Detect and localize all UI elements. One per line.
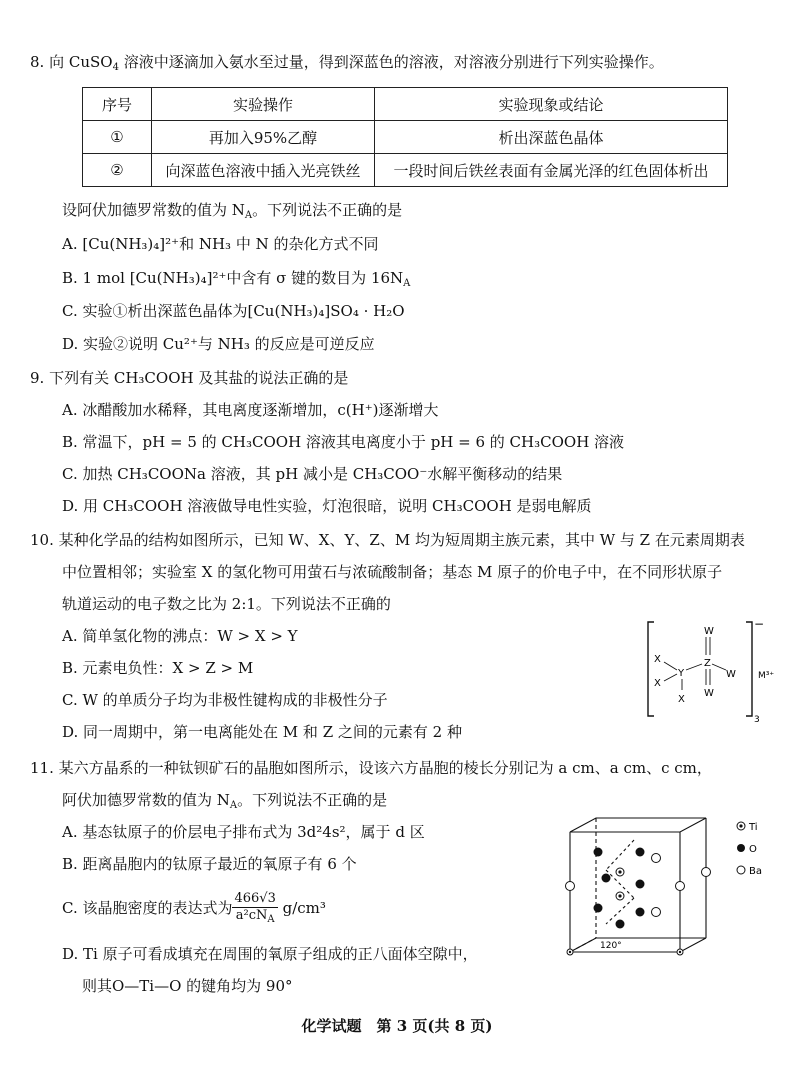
q10-option-a: A. 简单氢化物的沸点：W > X > Y [62,627,298,645]
angle-label: 120° [600,941,622,951]
legend-ba: Ba [749,866,762,877]
q9-stem: 9. 下列有关 CH₃COOH 及其盐的说法正确的是 [30,369,349,387]
q10-stem-line1: 10. 某种化学品的结构如图所示，已知 W、X、Y、Z、M 均为短周期主族元素，其中 W 与 Z 在元素周期表 [30,531,745,549]
atom-w-right: W [726,669,736,680]
q11-option-c: C. 该晶胞密度的表达式为 $\frac{466√3}{a^2cN_A}$ g/cm³ [62,888,326,928]
table-cell: 向深蓝色溶液中插入光亮铁丝 [152,154,375,187]
atom-z: Z [704,658,711,669]
q10-structure-diagram [640,618,780,724]
atom-y: Y [678,668,685,679]
atom-x-bottom: X [678,694,685,705]
atom-w-bottom: W [704,688,714,699]
density-fraction: $\frac{466√3}{a^2cN_A}$ [234,890,276,925]
legend-o: O [749,844,757,855]
q9-option-a: A. 冰醋酸加水稀释，其电离度逐渐增加，c(H⁺)逐渐增大 [62,401,439,419]
q8-option-c: C. 实验①析出深蓝色晶体为[Cu(NH₃)₄]SO₄ · H₂O [62,302,405,320]
table-header-cell: 序号 [83,88,152,121]
table-cell: ① [83,121,152,154]
q11-stem-line1: 11. 某六方晶系的一种钛钡矿石的晶胞如图所示，设该六方晶胞的棱长分别记为 a cm、a cm、c cm， [30,759,712,777]
atom-x-lower: X [654,678,661,689]
table-cell: 再加入95%乙醇 [152,121,375,154]
page-footer: 化学试题 第 3 页(共 8 页) [301,1017,493,1035]
q10-option-c: C. W 的单质分子均为非极性键构成的非极性分子 [62,691,388,709]
charge-label: − [754,618,765,631]
table-header-cell: 实验操作 [152,88,375,121]
q11-option-d-line1: D. Ti 原子可看成填充在周围的氧原子组成的正八面体空隙中， [62,945,478,963]
table-cell: ② [83,154,152,187]
q8-intro: 设阿伏加德罗常数的值为 $N_A$。下列说法不正确的是 [62,201,403,221]
table-header-row [83,88,728,121]
o-atoms [594,848,645,929]
cation-label: M³⁺ [758,671,775,681]
legend [737,822,762,877]
q11-option-d-line2: 则其O—Ti—O 的键角均为 90° [82,977,293,995]
q9-option-c: C. 加热 CH₃COONa 溶液，其 pH 减小是 CH₃COO⁻水解平衡移动的结果 [62,465,563,483]
table-header-cell: 实验现象或结论 [375,88,728,121]
q9-option-b: B. 常温下，pH = 5 的 CH₃COOH 溶液其电离度小于 pH = 6 的 CH₃COOH 溶液 [62,433,625,451]
q8-stem: 8. 向 CuSO$_4$ 溶液中逐滴加入氨水至过量，得到深蓝色的溶液，对溶液分别进行下列实验操作。 [30,53,664,73]
ti-atoms [567,868,683,955]
q11-unit-cell-diagram [548,812,784,962]
q11-stem-line2: 阿伏加德罗常数的值为 $N_A$。下列说法不正确的是 [62,791,388,811]
q11-option-b: B. 距离晶胞内的钛原子最近的氧原子有 6 个 [62,855,357,873]
q8-option-a: A. [Cu(NH₃)₄]²⁺和 NH₃ 中 N 的杂化方式不同 [62,235,379,253]
count-label: 3 [754,715,760,724]
q8-option-d: D. 实验②说明 Cu²⁺与 NH₃ 的反应是可逆反应 [62,335,375,353]
atom-w-top: W [704,626,714,637]
atom-x-upper: X [654,654,661,665]
q10-option-b: B. 元素电负性：X > Z > M [62,659,254,677]
legend-ti: Ti [749,822,758,833]
table-cell: 析出深蓝色晶体 [375,121,728,154]
table-cell: 一段时间后铁丝表面有金属光泽的红色固体析出 [375,154,728,187]
q10-stem-line2: 中位置相邻；实验室 X 的氢化物可用萤石与浓硫酸制备；基态 M 原子的价电子中，在不同形状原子 [62,563,723,581]
q9-option-d: D. 用 CH₃COOH 溶液做导电性实验，灯泡很暗，说明 CH₃COOH 是弱电解质 [62,497,592,515]
table-row [83,154,728,187]
q10-stem-line3: 轨道运动的电子数之比为 2:1。下列说法不正确的 [62,595,391,613]
q11-option-a: A. 基态钛原子的价层电子排布式为 3d²4s²，属于 d 区 [62,823,425,841]
table-row [83,121,728,154]
q8-experiment-table [82,87,728,187]
q10-option-d: D. 同一周期中，第一电离能处在 M 和 Z 之间的元素有 2 种 [62,723,462,741]
q8-option-b: B. 1 mol [Cu(NH₃)₄]²⁺中含有 σ 键的数目为 $16N_A$ [62,269,411,289]
